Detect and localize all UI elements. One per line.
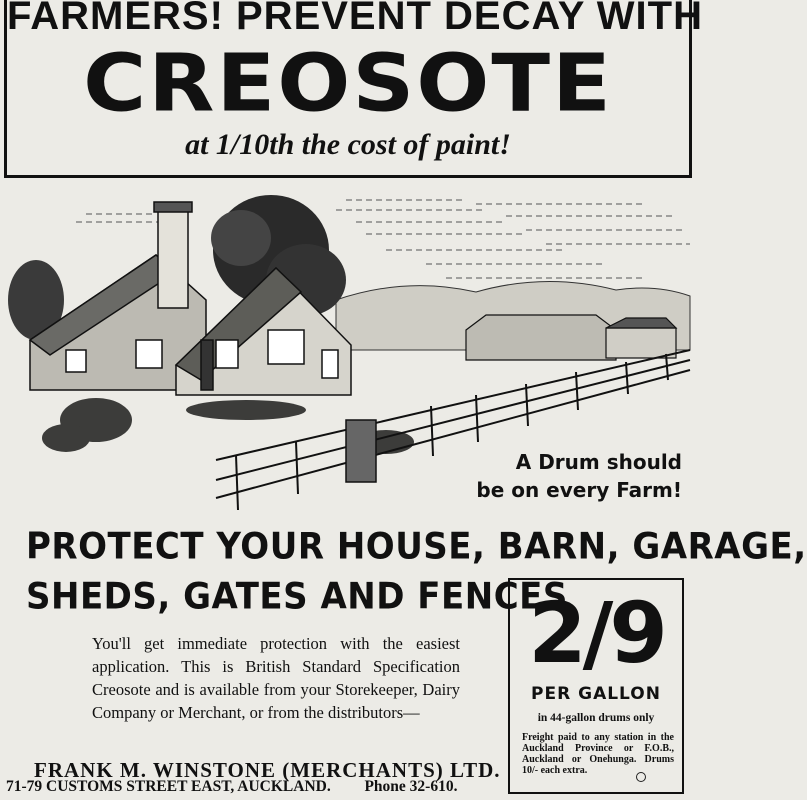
product-name: CREOSOTE bbox=[83, 38, 613, 130]
union-stamp-icon bbox=[636, 772, 646, 782]
street-address: 71-79 CUSTOMS STREET EAST, AUCKLAND. bbox=[6, 778, 331, 795]
protect-line1: PROTECT YOUR HOUSE, BARN, GARAGE, bbox=[26, 525, 807, 569]
protect-line2: SHEDS, GATES AND FENCES bbox=[26, 574, 568, 619]
drum-size-note: in 44-gallon drums only bbox=[537, 712, 655, 724]
price-unit: PER GALLON bbox=[531, 684, 661, 704]
gate bbox=[346, 420, 376, 482]
subline: at 1/10th the cost of paint! bbox=[185, 128, 511, 161]
drum-note-line2: be on every Farm! bbox=[476, 478, 682, 502]
body-paragraph: You'll get immediate protection with the easiest application. This is British Standard Specification Creosote and is available from your Storekeeper, Dairy Company or Merchant, or from the distributors— bbox=[92, 634, 460, 722]
company-address bbox=[6, 778, 457, 796]
price: 2/9 bbox=[528, 584, 664, 682]
freight-note: Freight paid to any station in the Auckland Province or F.O.B., Auckland or Onehunga. Drums 10/- each extra. bbox=[522, 732, 674, 776]
barn bbox=[466, 315, 676, 360]
price-box bbox=[508, 578, 684, 794]
headline: FARMERS! PREVENT DECAY WITH bbox=[7, 0, 703, 38]
drum-note-line1: A Drum should bbox=[515, 450, 682, 474]
company-name: FRANK M. WINSTONE (MERCHANTS) LTD. bbox=[34, 758, 501, 782]
drum-note bbox=[476, 448, 682, 504]
phone-number: Phone 32-610. bbox=[364, 778, 458, 795]
header-box bbox=[4, 0, 703, 178]
